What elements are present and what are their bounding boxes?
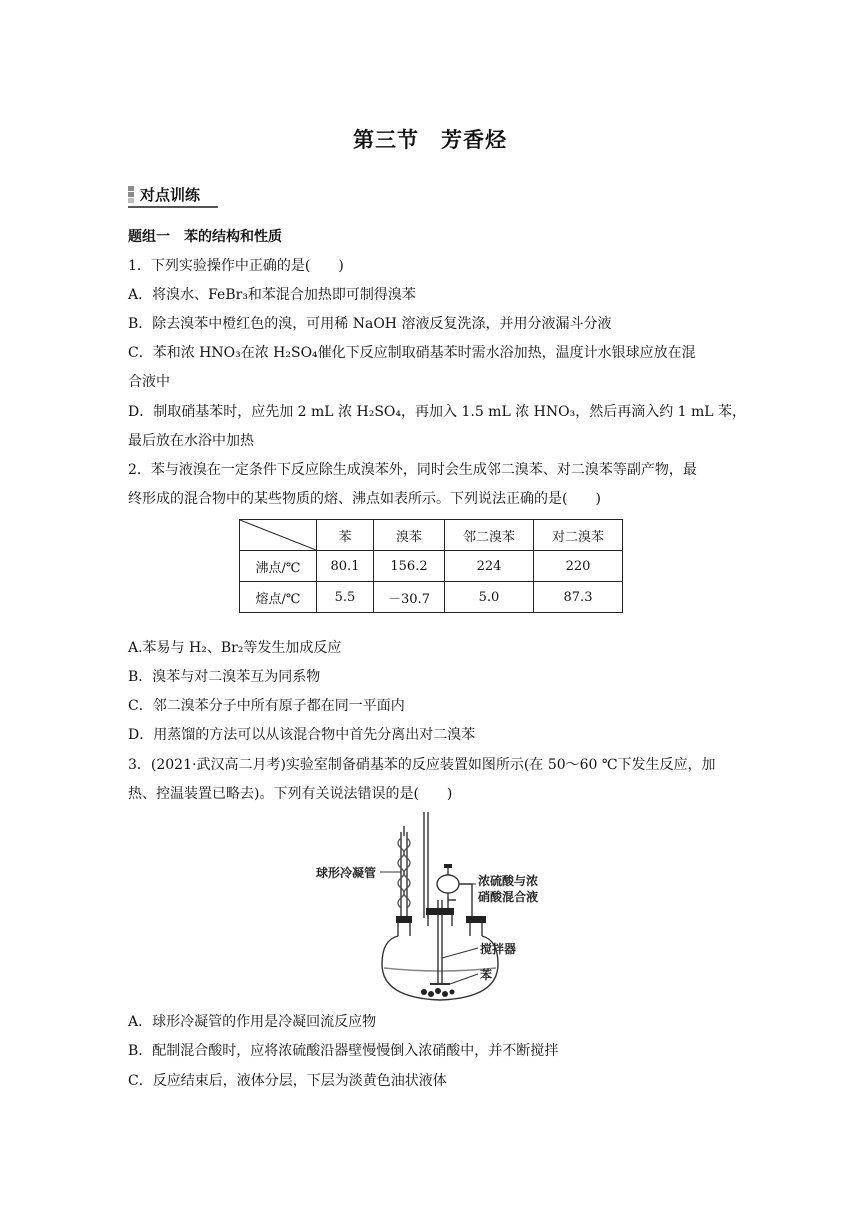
apparatus-diagram-icon: [300, 808, 570, 1008]
label-benzene: 苯: [480, 968, 493, 982]
table-cell: 220: [534, 551, 623, 582]
melting-boiling-table: [239, 519, 623, 613]
table-cell: －30.7: [374, 582, 445, 613]
section-label: 对点训练: [140, 186, 201, 204]
q2-option-b: B．溴苯与对二溴苯互为同系物: [128, 669, 321, 685]
q1-option-d-line1: D．制取硝基苯时，应先加 2 mL 浓 H₂SO₄，再加入 1.5 mL 浓 HNO₃，然后再滴入约 1 mL 苯，: [128, 404, 747, 420]
q1-stem: 1．下列实验操作中正确的是( ): [128, 258, 344, 274]
q3-option-a: A．球形冷凝管的作用是冷凝回流反应物: [128, 1014, 377, 1030]
q2-option-c: C．邻二溴苯分子中所有原子都在同一平面内: [128, 698, 405, 714]
table-cell: 80.1: [317, 551, 374, 582]
q3-option-b: B．配制混合酸时，应将浓硫酸沿器壁慢慢倒入浓硝酸中，并不断搅拌: [128, 1043, 559, 1059]
table-row: [240, 582, 623, 613]
q1-option-b: B．除去溴苯中橙红色的溴，可用稀 NaOH 溶液反复洗涤，并用分液漏斗分液: [128, 316, 612, 332]
table-cell: 224: [445, 551, 534, 582]
q2-stem-line2: 终形成的混合物中的某些物质的熔、沸点如表所示。下列说法正确的是( ): [128, 491, 601, 507]
diagonal-line-icon: [240, 520, 316, 550]
table-header-row: [240, 520, 623, 551]
title-part2: 芳香烃: [441, 128, 507, 152]
table-header-cell: 邻二溴苯: [445, 520, 534, 551]
q1-option-c-line2: 合液中: [128, 374, 170, 390]
q1-option-c-line1: C．苯和浓 HNO₃在浓 H₂SO₄催化下反应制取硝基苯时需水浴加热，温度计水银球应放在混: [128, 345, 696, 361]
label-acid-mix-line1: 浓硫酸与浓: [478, 874, 539, 888]
q3-stem-line1: 3．(2021·武汉高二月考)实验室制备硝基苯的反应装置如图所示(在 50～60 ℃下发生反应，加: [128, 757, 716, 773]
q2-option-a: A.苯易与 H₂、Br₂等发生加成反应: [128, 640, 342, 656]
label-acid-mix-line2: 硝酸混合液: [478, 890, 539, 904]
table-cell: 87.3: [534, 582, 623, 613]
q3-stem-line2: 热、控温装置已略去)。下列有关说法错误的是( ): [128, 786, 453, 802]
table-header-cell: 对二溴苯: [534, 520, 623, 551]
table-header-cell: 苯: [317, 520, 374, 551]
nitrobenzene-apparatus-figure: [300, 808, 570, 1008]
label-condenser: 球形冷凝管: [316, 866, 377, 880]
table-header-cell: 溴苯: [374, 520, 445, 551]
table-cell: 156.2: [374, 551, 445, 582]
section-header: [128, 184, 218, 206]
q2-option-d: D．用蒸馏的方法可以从该混合物中首先分离出对二溴苯: [128, 727, 476, 743]
table-row-label: 熔点/℃: [240, 582, 317, 613]
label-stirrer: 搅拌器: [480, 942, 517, 956]
table-row-label: 沸点/℃: [240, 551, 317, 582]
group1-title: 题组一 苯的结构和性质: [128, 229, 282, 245]
q1-option-a: A．将溴水、FeBr₃和苯混合加热即可制得溴苯: [128, 287, 416, 303]
section-underline: [128, 206, 218, 208]
title-part1: 第三节: [353, 128, 419, 152]
table-cell: 5.5: [317, 582, 374, 613]
page-title: [0, 124, 860, 154]
table-corner-cell: [240, 520, 317, 551]
table-row: [240, 551, 623, 582]
q2-stem-line1: 2．苯与液溴在一定条件下反应除生成溴苯外，同时会生成邻二溴苯、对二溴苯等副产物，最: [128, 462, 697, 478]
q3-option-c: C．反应结束后，液体分层，下层为淡黄色油状液体: [128, 1073, 447, 1089]
q1-option-d-line2: 最后放在水浴中加热: [128, 433, 254, 449]
section-marker-icon: [128, 186, 134, 204]
table-cell: 5.0: [445, 582, 534, 613]
